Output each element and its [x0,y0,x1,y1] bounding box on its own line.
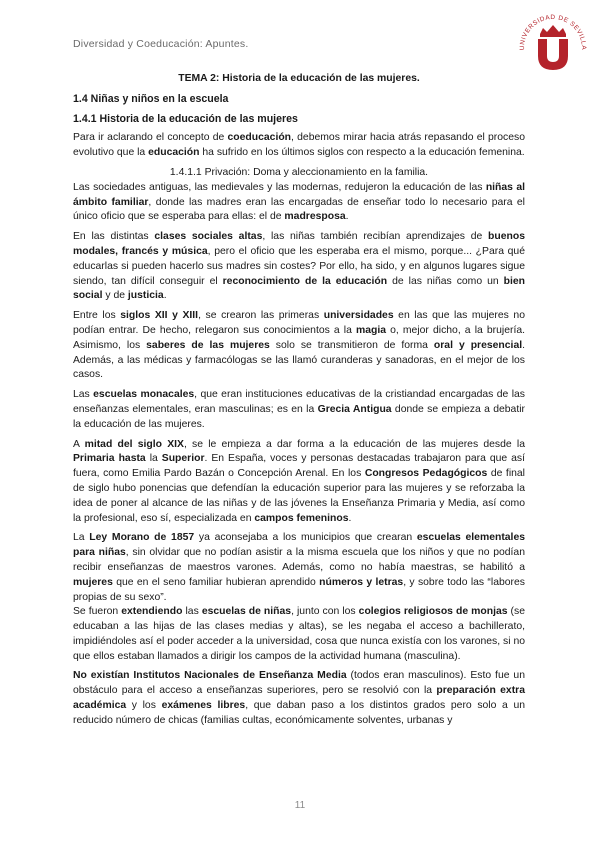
subsection-heading: 1.4.1 Historia de la educación de las mujeres [73,112,298,125]
paragraph-8: No existían Institutos Nacionales de Enseñanza Media (todos eran masculinos). Esto fue un obstáculo para el acceso a enseñanzas superiores, pero se resolvió con la preparación extra académica y los exámenes libres, que daban paso a los distintos grados pero solo a un reducido número de chicas (familias cultas, económicamente solventes, urbanas y [73,670,525,726]
page-number: 11 [294,800,306,811]
chapter-title: TEMA 2: Historia de la educación de las mujeres. [178,73,420,84]
section-heading: 1.4 Niñas y niños en la escuela [73,92,229,105]
paragraph-4: Las escuelas monacales, que eran instituciones educativas de la cristiandad encargadas de las enseñanzas elementales, eran masculinas; es en la Grecia Antigua donde se empieza a debatir la educación de las mujeres. [73,389,526,430]
intro-paragraph: Para ir aclarando el concepto de coeducación, debemos mirar hacia atrás repasando el proceso evolutivo que la educación ha sufrido en los últimos siglos con respecto a la educación femenina. [73,132,525,159]
paragraph-3: Entre los siglos XII y XIII, se crearon las primeras universidades en las que las mujeres no podían entrar. De hecho, relegaron sus conocimientos a la magia o, mejor dicho, a la brujería. Asimismo, los saberes de las mujeres solo se transmitieron de forma oral y presencial. Además, a las médicas y farmacólogas se las llamó curanderas y sanadoras, en el mejor de los casos. [73,310,525,381]
subsubsection-heading: 1.4.1.1 Privación: Doma y aleccionamiento en la familia. [169,166,429,178]
paragraph-2: En las distintas clases sociales altas, las niñas también recibían aprendizajes de buenos modales, francés y música, pero el oficio que les esperaba era el mismo, porque... ¿Para qué educarlas si pueden hacerlo sus madres sin costes? Por ello, ha sido, y en algunos lugares sigue siendo, tan difícil conseguir el reconocimiento de la educación de las niñas como un bien social y de justicia. [73,231,525,302]
paragraph-6: La Ley Morano de 1857 ya aconsejaba a los municipios que crearan escuelas elementales para niñas, sin olvidar que no podían asistir a la misma escuela que los niños y que no podían recibir enseñanzas de maestros varones. Además, como no había maestras, se habilitó a mujeres que en el seno familiar hubieran aprendido números y letras, y sobre todo las “labores propias de su sexo”. [73,532,526,603]
document-body [73,72,525,734]
paragraph-1: Las sociedades antiguas, las medievales y las modernas, redujeron la educación de las niñas al ámbito familiar, donde las madres eran las encargadas de enseñar todo lo necesario para el único oficio que se esperaba para ellas: el de madresposa. [73,181,525,223]
university-seal-logo [516,10,590,72]
paragraph-5: A mitad del siglo XIX, se le empieza a dar forma a la educación de las mujeres desde la Primaria hasta la Superior. En España, voces y personas destacadas trabajaron para que así fuera, como Emilia Pardo Bazán o Concepción Arenal. En los Congresos Pedagógicos de final de siglo hubo ponencias que defendían la educación superior para las mujeres y se reforzaba la idea de poner al alcance de las niñas y de las jóvenes la Enseñanza Primaria y Media, así como la profesional, eso sí, especializada en campos femeninos. [73,438,525,524]
paragraph-7: Se fueron extendiendo las escuelas de niñas, junto con los colegios religiosos de monjas (se educaban a las hijas de las clases medias y altas), se les negaba el acceso a bachillerato, impidiéndoles así el poder acceder a la universidad, cosa que nunca existía con los varones, si no que ellos estaban llamados a dirigir los campos de la actividad humana (masculina). [73,606,525,662]
logo-arc-text: UNIVERSIDAD DE SEVILLA [518,14,588,51]
running-header: Diversidad y Coeducación: Apuntes. [73,38,249,50]
